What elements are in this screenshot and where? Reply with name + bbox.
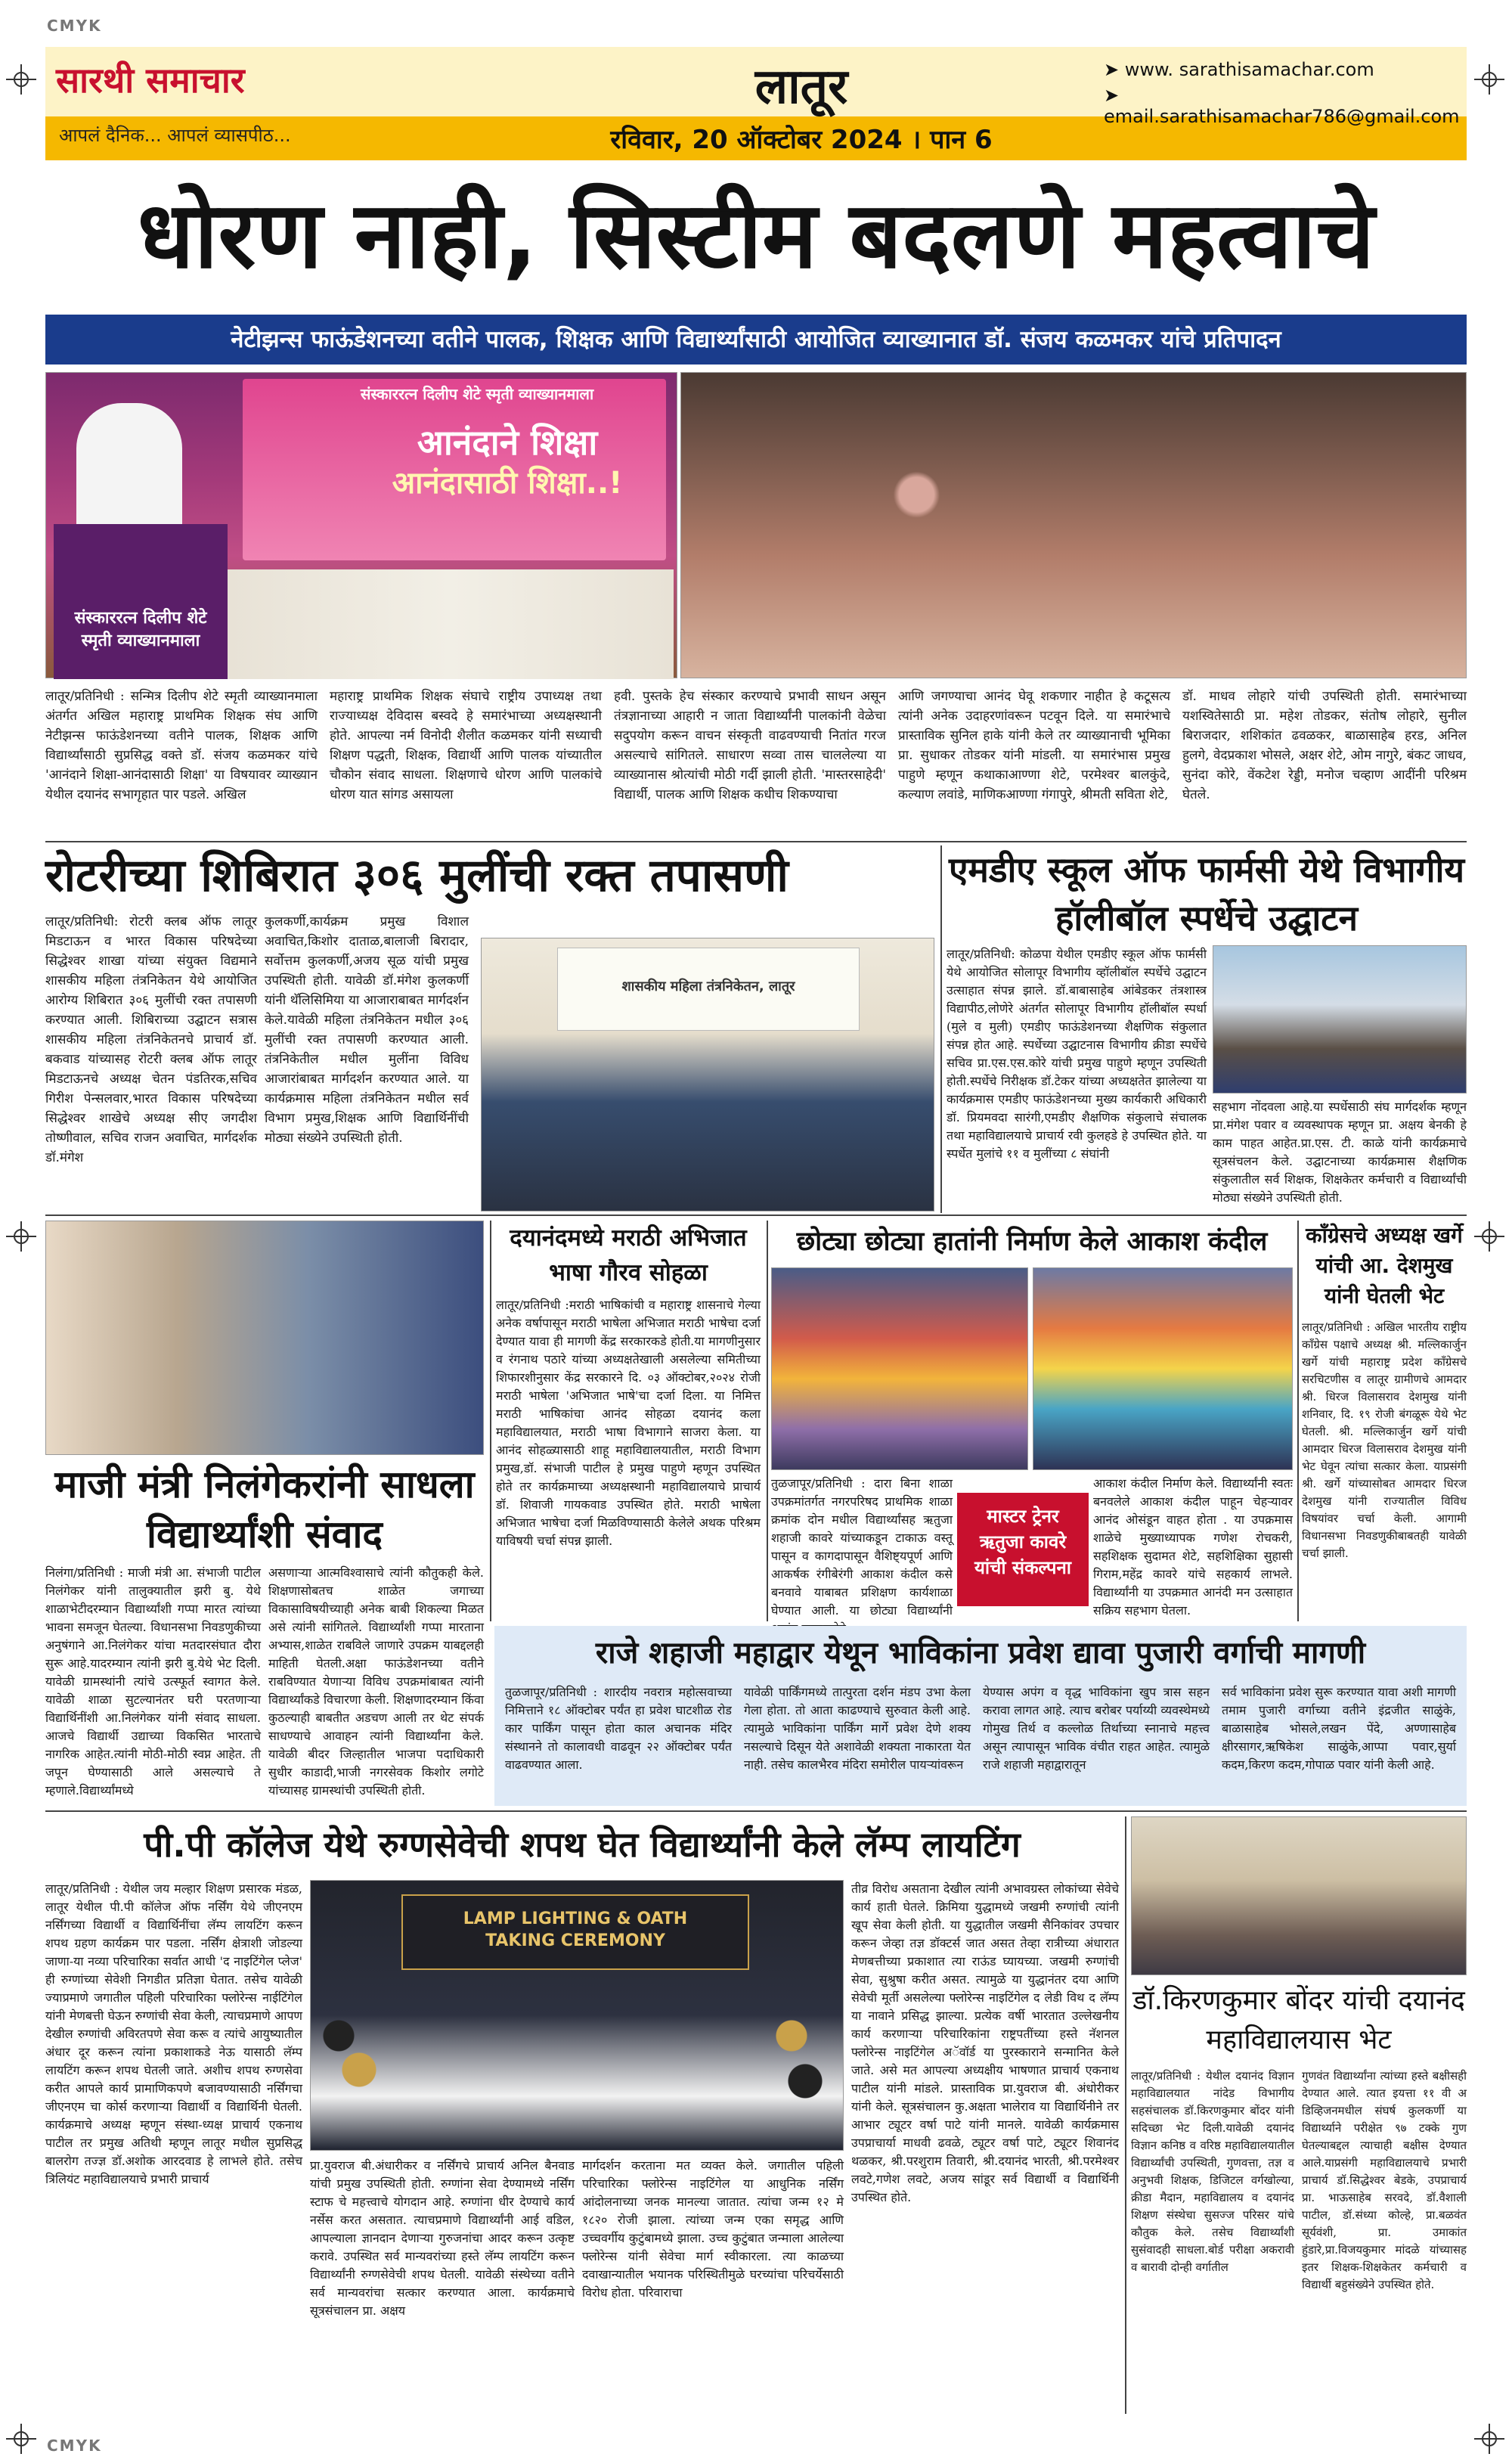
- mda-photo: [1213, 945, 1467, 1094]
- crop-mark-top-right: [1474, 64, 1504, 95]
- lead-photo-stage: [45, 372, 677, 678]
- ppcollege-photo: [310, 1880, 844, 2151]
- email-row: [1104, 85, 1467, 127]
- lead-col-4: आणि जगण्याचा आनंद घेवू शकणार नाहीत हे कटूसत्य त्यांनी अनेक उदाहरणांवरून पटवून दिले. या समारंभाचे प्रास्ताविक सुनिल हाके यांनी केले तर व्याख्यानाची भूमिका प्रा. सुधाकर तोडकर यांनी मांडली. या समारंभास प्रमुख पाहुणे म्हणून कथाकाआण्णा शेटे, परमेश्वर बालकुंदे, कल्याण लवांडे, माणिकआण्णा गंगापुरे, श्रीमती सविता शेटे,: [898, 689, 1170, 802]
- divider: [45, 841, 1467, 842]
- temple-box: [494, 1626, 1467, 1806]
- lead-subheadline-bar: [45, 315, 1467, 365]
- temple-col-1: तुळजापूर/प्रतिनिधी : शारदीय नवरात्र महोत्सवाच्या निमित्ताने १८ ऑक्टोबर पर्यंत हा प्रवेश घाटशीळ रोड कार पार्किंग पासून होता काल अचानक मंदिर संस्थानने तो कालावधी वाढवून २२ ऑक्टोबर पर्यंत वाढवण्यात आला.: [505, 1685, 732, 1772]
- guests-row: [228, 569, 674, 679]
- crop-mark-bottom-left: [6, 2424, 36, 2454]
- website-link[interactable]: www. sarathisamachar.com: [1124, 59, 1374, 80]
- nilangekar-headline: माजी मंत्री निलंगेकरांनी साधला विद्यार्थ्यांशी संवाद: [54, 1463, 475, 1556]
- tagline: आपलं दैनिक... आपलं व्यासपीठ...: [59, 125, 291, 146]
- masthead: [45, 47, 1467, 160]
- temple-col-4: सर्व भाविकांना प्रवेश सुरू करण्यात यावा अशी मागणी तमाम पुजारी वर्गाच्या वतीने इंद्रजीत साळुंके, बाळासाहेब भोसले,लखन पेंदे, अण्णासाहेब क्षीरसागर,ऋषिकेश साळुंके,आप्पा पवार,सुर्या कदम,किरण कदम,गोपाळ पवार यांनी केली आहे.: [1222, 1685, 1456, 1772]
- city-name: लातूर: [754, 59, 848, 115]
- bondar-col-2: गुणवंत विद्यार्थ्यांना त्यांच्या हस्ते बक्षीसही देण्यात आले. त्यात इयत्ता ११ वी अ डिव्हिजनमधील संघर्ष कुलकर्णी या विद्यार्थ्याने परीक्षेत ९७ टक्के गुण घेतल्याबद्दल त्याचाही बक्षीस देण्यात आले.याप्रसंगी महाविद्यालयाचे प्रभारी प्राचार्य डॉ.सिद्धेश्वर बेडके, उपप्राचार्य प्रा. भाऊसाहेब सरवदे, डॉ.वैशाली पाटील, डॉ.संध्या कोल्हे, प्रा.बळवंत सूर्यवंशी, प्रा. उमाकांत हुंडारे,प्रा.विजयकुमार मांदळे यांच्यासह इतर शिक्षक-शिक्षकेतर कर्मचारी व विद्यार्थी बहुसंख्येने उपस्थित होते.: [1302, 2069, 1467, 2291]
- date-line: रविवार, 20 ऑक्टोबर 2024 । पान 6: [610, 125, 993, 155]
- banner-line-1: आनंदाने शिक्षा: [417, 422, 598, 463]
- nilangekar-col-2: असणाऱ्या आत्मविश्वासाचे त्यांनी कौतुकही केले. शिक्षणासोबतच शाळेत जगाच्या विकासाविषयीच्याही अनेक बाबी शिकल्या मिळत असे त्यांनी सांगितले. विद्यार्थ्यांशी गप्पा मारताना अभ्यास,शाळेत राबविले जाणारे उपक्रम याबद्दलही माहिती घेतली.अक्षा फाऊंडेशनच्या वतीने राबविण्यात येणाऱ्या विविध उपक्रमांबाबत त्यांनी विद्यार्थ्यांकडे विचारणा केली. शिक्षणादरम्यान किंवा कुठल्याही बाबतीत अडचण आली तर थेट संपर्क साधण्याचे आवाहन त्यांनी विद्यार्थ्यांना केले. यावेळी बीदर जिल्हातील भाजपा पदाधिकारी सुधीर काडादी,भाजी नगरसेवक किशोर लगोटे यांच्यासह ग्रामस्थांची उपस्थिती होती.: [268, 1565, 484, 1798]
- email-link[interactable]: email.sarathisamachar786@gmail.com: [1104, 106, 1460, 127]
- mda-col-1: लातूर/प्रतिनिधी: कोळपा येथील एमडीए स्कूल ऑफ फार्मसी येथे आयोजित सोलापूर विभागीय व्हॉलीबॉल स्पर्धेचे उद्घाटन उत्साहात संपन्न झाले. डॉ.बाबासाहेब आंबेडकर तंत्रशास्त्र विद्यापीठ,लोणेरे अंतर्गत सोलापूर विभागीय हॉलीबॉल स्पर्धा (मुले व मुली) एमडीए फाऊंडेशनच्या शैक्षणिक संकुलात संपन्न होत आहे. स्पर्धेच्या उद्घाटनास विभागीय क्रीडा स्पर्धेचे सचिव प्रा.एस.एस.कोरे यांची प्रमुख पाहुणे म्हणून उपस्थिती होती.स्पर्धेचे निरीक्षक डॉ.टेकर यांच्या अध्यक्षतेत झालेल्या या कार्यक्रमास एमडीए फाऊंडेशनच्या मुख्य कार्यकारी अधिकारी डॉ. प्रियमवदा सारंगी,एमडीए शैक्षणिक संकुलाचे संचालक तथा महाविद्यालयाचे प्राचार्य रवी कुलहडे हे उपस्थित होते. या स्पर्धेत मुलांचे ११ व मुलींच्या ८ संघांनी: [947, 947, 1207, 1161]
- banner-line-2: आनंदासाठी शिक्षा..!: [392, 466, 623, 501]
- bondar-headline: डॉ.किरणकुमार बोंदर यांची दयानंद महाविद्यालयास भेट: [1132, 1985, 1465, 2055]
- balloons-left: [318, 2002, 386, 2115]
- divider: [45, 1214, 1467, 1216]
- bondar-photo: [1131, 1816, 1467, 1975]
- divider: [1125, 1816, 1126, 2414]
- mda-headline: एमडीए स्कूल ऑफ फार्मसी येथे विभागीय हॉलीबॉल स्पर्धेचे उद्घाटन: [948, 849, 1465, 938]
- congress-headline: कॉंग्रेसचे अध्यक्ष खर्गे यांची आ. देशमुख यांनी घेतली भेट: [1306, 1223, 1463, 1308]
- rotary-col-2: कुलकर्णी,कार्यक्रम प्रमुख विशाल अवाचित,किशोर दाताळ,बालाजी बिरादार, सर्वोत्तम कुलकर्णी,अजय सूळ यांची प्रमुख उपस्थिती होती. यावेळी डॉ.मंगेश कुलकर्णी यांनी थॅलिसिमिया या आजाराबाबत मार्गदर्शन केले.यावेळी महिला तंत्रनिकेतन मधील ३०६ मुलींची रक्त तपासणी करण्यात आली. तंत्रनिकेतील मधील मुलींना विविध आजारांबाबत मार्गदर्शन करण्यात आले. या कार्यक्रमास महिला तंत्रनिकेतन मधील सर्व विभाग प्रमुख,शिक्षक आणि विद्यार्थिनींची मोठ्या संख्येने उपस्थिती होती.: [265, 914, 469, 1146]
- lanterns-photo-1: [771, 1267, 1028, 1470]
- dayanand-headline: दयानंदमध्ये मराठी अभिजात भाषा गौरव सोहळा: [510, 1224, 747, 1286]
- podium-text: संस्काररत्न दिलीप शेटे स्मृती व्याख्यानमाला: [74, 609, 207, 650]
- paper-name: सारथी समाचार: [56, 60, 245, 101]
- crop-mark-mid-right: [1474, 1221, 1504, 1252]
- divider: [767, 1221, 768, 1621]
- lamp-banner-text-1: LAMP LIGHTING & OATH: [463, 1909, 688, 1928]
- lead-photo-audience: [680, 372, 1467, 678]
- dayanand-body: लातूर/प्रतिनिधी :मराठी भाषिकांची व महाराष्ट्र शासनाचे गेल्या अनेक वर्षापासून मराठी भाषेला अभिजात मराठी भाषेचा दर्जा देण्यात यावा ही मागणी केंद्र सरकारकडे होती.या मागणीनुसार व रंगनाथ पठारे यांच्या अध्यक्षतेखाली असलेल्या समितीच्या शिफारशीनुसार केंद्र सरकारने दि. ०३ ऑक्टोबर,२०२४ रोजी मराठी भाषेला 'अभिजात भाषे'चा दर्जा दिला. या निमित्त मराठी भाषिकांचा आनंद सोहळा दयानंद कला महाविद्यालयात, मराठी भाषा विभागाने साजरा केला. या आनंद सोहळ्यासाठी शाहू महाविद्यालयातील, मराठी विभाग प्रमुख,डॉ. संभाजी पाटील हे प्रमुख पाहुणे म्हणून उपस्थित होते तर कार्यक्रमाच्या अध्यक्षस्थानी महाविद्यालयाचे प्राचार्य डॉ. शिवाजी गायकवाड उपस्थित होते. मराठी भाषेला अभिजात भाषेचा दर्जा मिळविण्यासाठी केलेले अथक परिश्रम याविषयी चर्चा संपन्न झाली.: [496, 1298, 761, 1548]
- bondar-col-1: लातूर/प्रतिनिधी : येथील दयानंद विज्ञान महाविद्यालयात नांदेड विभागीय सहसंचालक डॉ.किरणकुमार बोंदर यांनी सदिच्छा भेट दिली.यावेळी दयानंद विज्ञान कनिष्ठ व वरिष्ठ महाविद्यालयातील विद्यार्थ्यांची उपस्थिती, गुणवत्ता, तज्ञ व अनुभवी शिक्षक, डिजिटल वर्गखोल्या, क्रीडा मैदान, महाविद्यालय व दयानंद शिक्षण संस्थेचा सुसज्ज परिसर यांचे कौतुक केले. तसेच विद्यार्थ्यांशी सुसंवादही साधला.बोर्ड परीक्षा अकरावी व बारावी दोन्ही वर्गातील: [1131, 2069, 1294, 2274]
- crop-mark-top-left: [6, 64, 36, 95]
- ppcollege-headline: पी.पी कॉलेज येथे रुग्णसेवेची शपथ घेत विद्यार्थ्यांनी केले लॅम्प लायटिंग: [144, 1824, 1021, 1865]
- stage-banner: [243, 379, 666, 560]
- lead-headline: धोरण नाही, सिस्टीम बदलणे महत्वाचे: [137, 181, 1375, 289]
- divider: [45, 1810, 1467, 1812]
- podium: [54, 524, 228, 679]
- mda-col-2: सहभाग नोंदवला आहे.या स्पर्धेसाठी संघ मार्गदर्शक म्हणून प्रा.मंगेश पवार व व्यवस्थापक म्हणून प्रा. अक्षय बेनकी हे काम पाहत आहेत.प्रा.एस. टी. काळे यांनी कार्यक्रमाचे सूत्रसंचलन केले. उद्घाटनाच्या कार्यक्रमास शैक्षणिक संकुलातील सर्व शिक्षक, शिक्षकेतर कर्मचारी व विद्यार्थ्यांची मोठ्या संख्येने उपस्थिती होती.: [1213, 1100, 1467, 1205]
- ppcollege-col-1: लातूर/प्रतिनिधी : येथील जय मल्हार शिक्षण प्रसारक मंडळ, लातूर येथील पी.पी कॉलेज ऑफ नर्सिंग येथे जीएनएम नर्सिंगच्या विद्यार्थी व विद्यार्थिनींचा लॅम्प लायटिंग करून शपथ ग्रहण कार्यक्रम पार पडला. नर्सिंग क्षेत्राशी जोडल्या जाणा-या नव्या परिचारिका सर्वात आधी 'द नाइटिंगेल प्लेज' ही रुग्णांच्या सेवेशी निगडीत प्रतिज्ञा घेतात. तसेच यावेळी ज्याप्रमाणे जगातील पहिली परिचारिका फ्लोरेन्स नाईटिंगेल यांनी मेणबत्ती घेऊन रुग्णांची सेवा केली, त्याचप्रमाणे आपण देखील रुग्णांची अविरतपणे सेवा करू व त्यांचे आयुष्यातील अंधार दूर करून त्यांना प्रकाशाकडे नेऊ यासाठी लॅम्प लायटिंग करून शपथ घेतली जाते. अशीच शपथ रुग्णसेवा करीत आपले कार्य प्रामाणिकपणे बजावण्यासाठी नर्सिंगचा जीएनएम चा कोर्स करणाऱ्या विद्यार्थी व विद्यार्थिनी घेतली. कार्यक्रमाचे अध्यक्ष म्हणून संस्था-ध्यक्ष प्राचार्य एकनाथ पाटील तर प्रमुख अतिथी म्हणून लातूर मधील सुप्रसिद्ध बालरोग तज्ज्ञ डॉ.अशोक आरदवाड हे लाभले होते. तसेच त्रिलियंट महाविद्यालयाचे प्रभारी प्राचार्य: [45, 1881, 302, 2186]
- arrow-icon: ➤: [1104, 59, 1125, 80]
- congress-body: लातूर/प्रतिनिधी : अखिल भारतीय राष्ट्रीय कॉंग्रेस पक्षाचे अध्यक्ष श्री. मल्लिकार्जुन खर्गे यांची महाराष्ट्र प्रदेश कॉंग्रेसचे सरचिटणीस व लातूर ग्रामीणचे आमदार श्री. धिरज विलासराव देशमुख यांनी शनिवार, दि. १९ रोजी बंगळूरू येथे भेट घेतली. श्री. मल्लिकार्जुन खर्गे यांची आमदार धिरज विलासराव देशमुख यांनी भेट घेवून त्यांचा सत्कार केला. याप्रसंगी श्री. खर्गे यांच्यासोबत आमदार धिरज देशमुख यांनी राज्यातील विविध विषयांवर चर्चा केली. आगामी विधानसभा निवडणुकीबाबतही यावेळी चर्चा झाली.: [1302, 1320, 1467, 1560]
- ppcollege-col-3: मार्गदर्शन करताना मत व्यक्त केले. जगातील पहिली परिचारिका फ्लोरेन्स नाइटिंगेल या आधुनिक नर्सिंग आंदोलनाच्या जनक मानल्या जातात. त्यांचा जन्म १२ मे १८२० रोजी झाला. त्यांच्या जन्म एका समृद्ध आणि उच्चवर्गीय कुटुंबामध्ये झाला. उच्च कुटुंबात जन्माला आलेल्या फ्लोरेन्स यांनी सेवेचा मार्ग स्वीकारला. त्या काळच्या दवाखान्यातील भयानक परिस्थितीमुळे घरच्यांचा परिचर्येसाठी विरोध होता. परिवाराचा: [582, 2158, 844, 2300]
- balloons-right: [764, 2002, 832, 2115]
- crop-mark-mid-left: [6, 1221, 36, 1252]
- banner-top-text: संस्काररत्न दिलीप शेटे स्मृती व्याख्यानमाला: [360, 385, 594, 403]
- rotary-col-1: लातूर/प्रतिनिधी: रोटरी क्लब ऑफ लातूर मिडटाऊन व भारत विकास परिषदेच्या सिद्धेश्वर शाखा यांच्या संयुक्त विद्यमाने शासकीय महिला तंत्रनिकेतन येथे आयोजित आरोग्य शिबिरात ३०६ मुलींची रक्त तपासणी करण्यात आली. शिबिराच्या उद्घाटन सत्रास शासकीय महिला तंत्रनिकेतनचे प्राचार्य डॉ. बकवाड यांच्यासह रोटरी क्लब ऑफ लातूर मिडटाऊनचे अध्यक्ष चेतन पंडतिरक,सचिव गिरीश पेन्सलवार,भारत विकास परिषदेच्या सिद्धेश्वर शाखेचे अध्यक्ष सीए जगदीश तोष्णीवाल, सचिव राजन अवाचित, मार्गदर्शक डॉ.मंगेश: [45, 914, 257, 1165]
- ppcollege-col-4: तीव्र विरोध असताना देखील त्यांनी अभावग्रस्त लोकांच्या सेवेचे कार्य हाती घेतले. क्रिमिया युद्धामध्ये जखमी रुग्णांची त्यांनी खूप सेवा केली होती. या युद्धातील जखमी सैनिकांवर उपचार करून जेव्हा तज्ञ डॉक्टर्स जात असत तेव्हा रात्रीच्या अंधारात मेणबत्तीच्या प्रकाशात त्या राऊंड घ्यायच्या. जखमी रुग्णांची सेवा, सुश्रुषा करीत असत. त्यामुळे या युद्धानंतर दया आणि सेवेची मूर्ती असलेल्या फ्लोरेन्स नाइटिंगेल द लेडी विथ द लॅम्प या नावाने प्रसिद्ध झाल्या. प्रत्येक वर्षी भारतात उल्लेखनीय कार्य करणाऱ्या परिचारिकांना राष्ट्रपतींच्या हस्ते नॅशनल फ्लोरेन्स नाइटिंगेल अॅवॉर्ड या पुरस्काराने सन्मानित केले जाते. असे मत आपल्या अध्यक्षीय भाषणात प्राचार्य एकनाथ पाटील यांनी मांडले. प्रास्ताविक प्रा.युवराज बी. अंधोरीकर यांनी केले. सूत्रसंचालन कु.अक्षता भालेराव या विद्यार्थिनीने तर आभार ट्यूटर वर्षा पाटे यांनी मानले. यावेळी कार्यक्रमास उपप्राचार्या माधवी ढवळे, ट्यूटर वर्षा पाटे, ट्यूटर शिवानंद थळकर, श्री.परशुराम तिवारी, श्री.दयानंद भारती, श्री.परमेश्वर लवटे,गणेश लवटे, अजय सांडूर सर्व विद्यार्थी व विद्यार्थिनी उपस्थित होते.: [851, 1881, 1119, 2204]
- cmyk-mark-top: CMYK: [47, 17, 102, 35]
- lead-col-2: महाराष्ट्र प्राथमिक शिक्षक संघाचे राष्ट्रीय उपाध्यक्ष तथा राज्याध्यक्ष देविदास बस्वदे हे समारंभाच्या अध्यक्षस्थानी होते. आपल्या नर्म विनोदी शैलीत कळमकर यांनी सध्याची शिक्षण पद्धती, शिक्षक, विद्यार्थी आणि पालक यांच्यातील चौकोन संवाद साधला. शिक्षणाचे धोरण आणि पालकांचे धोरण यात सांगड असायला: [330, 689, 602, 802]
- rotary-photo: [481, 938, 934, 1211]
- lead-subheadline: नेटीझन्स फाऊंडेशनच्या वतीने पालक, शिक्षक आणि विद्यार्थ्यांसाठी आयोजित व्याख्यानात डॉ. संजय कळमकर यांचे प्रतिपादन: [231, 326, 1281, 353]
- lanterns-photo-2: [1033, 1267, 1293, 1470]
- lead-col-1: लातूर/प्रतिनिधी : सन्मित्र दिलीप शेटे स्मृती व्याख्यानमाला अंतर्गत अखिल महाराष्ट्र प्राथमिक शिक्षक संघ आणि नेटीझन्स फाऊंडेशनच्या वतीने पालक, शिक्षक आणि विद्यार्थ्यांसाठी सुप्रसिद्ध वक्ते डॉ. संजय कळमकर यांचे 'आनंदाने शिक्षा-आनंदासाठी शिक्षा' या विषयावर व्याख्यान येथील दयानंद सभागृहात पार पडले. अखिल: [45, 689, 318, 802]
- cmyk-mark-bottom: CMYK: [47, 2437, 102, 2455]
- ppcollege-col-2: प्रा.युवराज बी.अंधारीकर व नर्सिंगचे प्राचार्य अनिल बैनवाड यांची प्रमुख उपस्थिती होती. रुग्णांना सेवा देण्यामध्ये नर्सिंग स्टाफ चे महत्त्वाचे योगदान आहे. रुग्णांना धीर देण्याचे कार्य नर्सेस करत असतात. त्याचप्रमाणे विद्यार्थ्यांनी आई वडिल, आपल्याला ज्ञानदान देणाऱ्या गुरुजनांचा आदर करून उत्कृष्ट करावे. उपस्थित सर्व मान्यवरांच्या हस्ते लॅम्प लायटिंग करून विद्यार्थ्यांनी रुग्णसेवेची शपथ घेतली. यावेळी संस्थेच्या वतीने सर्व मान्यवरांचा सत्कार करण्यात आला. कार्यक्रमाचे सूत्रसंचालन प्रा. अक्षय: [310, 2158, 575, 2318]
- divider: [490, 1221, 491, 1621]
- lead-col-3: हवी. पुस्तके हेच संस्कार करण्याचे प्रभावी साधन असून तंत्रज्ञानाच्या आहारी न जाता विद्यार्थ्यांनी पालकांनी वेळेचा सदुपयोग करून वाचन संस्कृती वाढवण्याची नितांत गरज असल्याचे सांगितले. साधारण सव्वा तास चाललेल्या या व्याख्यानास श्रोत्यांची मोठी गर्दी झाली होती. 'मास्तरसाहेदी' विद्यार्थी, पालक आणि शिक्षक कधीच शिकण्याचा: [614, 689, 886, 802]
- arrow-icon: ➤: [1104, 85, 1120, 106]
- lanterns-headline: छोट्या छोट्या हातांनी निर्माण केले आकाश कंदील: [796, 1227, 1268, 1257]
- website-row: [1104, 59, 1374, 80]
- lead-col-5: डॉ. माधव लोहारे यांची उपस्थिती होती. समारंभाच्या यशस्वितेसाठी प्रा. महेश तोडकर, संतोष लोहारे, सुनील बिराजदार, शशिकांत ढवळकर, बाळासाहेब हरड, अनिल हुलगे, वेदप्रकाश भोसले, अक्षर शेटे, ओम नागुरे, बंकट जाधव, सुनंदा कोरे, वेंकटेश रेड्डी, मनोज चव्हाण आदींनी परिश्रम घेतले.: [1182, 689, 1467, 802]
- lanterns-col-1: तुळजापूर/प्रतिनिधी : दारा बिना शाळा उपक्रमांतर्गत नगरपरिषद प्राथमिक शाळा क्रमांक दोन मधील विद्यार्थ्यांसह ऋतुजा शहाजी कावरे यांच्याकडून टाकाऊ वस्तू पासून व कागदापासून वैशिष्ट्यपूर्ण आणि आकर्षक रंगीबेरंगी आकाश कंदील कसे बनवावे याबाबत प्रशिक्षण कार्यशाळा घेण्यात आली. या छोट्या विद्यार्थ्यांनी: [771, 1476, 953, 1618]
- lamp-banner: [401, 1894, 749, 1970]
- temple-col-3: येण्यास अपंग व वृद्ध भाविकांना खुप त्रास सहन करावा लागत आहे. त्याच बरोबर पर्याय्यी व्यवस्थेमध्ये गोमुख तिर्थ व कल्लोळ तिर्थाच्या स्नानाचे महत्त्व असून त्यापासून भाविक वंचीत राहत आहेत. त्यामुळे राजे शहाजी महाद्वारातून: [983, 1685, 1210, 1772]
- lanterns-callout: [957, 1493, 1089, 1606]
- temple-col-2: यावेळी पार्किंगमध्ये तात्पुरता दर्शन मंडप उभा केला गेला होता. तो आता काढण्याचे सुरुवात केली आहे. त्यामुळे भाविकांना पार्किंग मार्गे प्रवेश देणे शक्य नसल्याचे दिसून येते अशावेळी शक्यता नाकारता येत नाही. तसेच कालभैरव मंदिरा समोरील पायऱ्यांवरून: [744, 1685, 971, 1772]
- divider: [940, 845, 942, 1213]
- nilangekar-col-1: निलंगा/प्रतिनिधी : माजी मंत्री आ. संभाजी पाटील निलंगेकर यांनी तालुक्यातील झरी बु. येथे शाळाभेटीदरम्यान विद्यार्थ्यांशी गप्पा मारत त्यांच्या भावना समजून घेतल्या. विधानसभा निवडणुकीच्या अनुषंगाने आ.निलंगेकर यांचा मतदारसंघात दौरा सुरू आहे.यादरम्यान त्यांनी झरी बु.येथे भेट दिली. यावेळी ग्रामस्थांनी त्यांचे उत्स्फूर्त स्वागत केले. यावेळी शाळा सुटल्यानंतर घरी परतणाऱ्या विद्यार्थिनींशी आ.निलंगेकर यांनी संवाद साधला. आजचे विद्यार्थी उद्याच्या विकसित भारताचे नागरिक आहेत.त्यांनी मोठी-मोठी स्वप्न आहेत. ती जपून घेण्यासाठी आले असल्याचे ते म्हणाले.विद्यार्थ्यांमध्ये: [45, 1565, 261, 1798]
- nilangekar-photo: [45, 1221, 484, 1455]
- lanterns-col-2: आकाश कंदील निर्माण केले. विद्यार्थ्यांनी स्वतः बनवलेले आकाश कंदील पाहून चेहऱ्यावर आनंद ओसंडून वाहत होता . या उपक्रमास शाळेचे मुख्याध्यापक गणेश रोचकरी, सहशिक्षक सुदामत शेटे, सहशिक्षिका सुहासी गिराम,महेंद्र कावरे यांचे सहकार्य लाभले. विद्यार्थ्यांनी या उपक्रमात आनंदी मन उत्साहात सक्रिय सहभाग घेतला.: [1093, 1476, 1293, 1618]
- lamp-banner-text-2: TAKING CEREMONY: [485, 1931, 665, 1950]
- temple-headline: राजे शहाजी महाद्वार येथून भाविकांना प्रवेश द्यावा पुजारी वर्गाची मागणी: [595, 1636, 1366, 1671]
- divider: [1297, 1221, 1299, 1621]
- lanterns-callout-text: मास्टर ट्रेनर ऋतुजा कावरे यांची संकल्पना: [974, 1506, 1072, 1578]
- rotary-headline: रोटरीच्या शिबिरात ३०६ मुलींची रक्त तपासणी: [45, 849, 789, 902]
- rotary-banner: [557, 948, 860, 1031]
- crop-mark-bottom-right: [1474, 2424, 1504, 2454]
- rotary-banner-text: शासकीय महिला तंत्रनिकेतन, लातूर: [621, 979, 795, 994]
